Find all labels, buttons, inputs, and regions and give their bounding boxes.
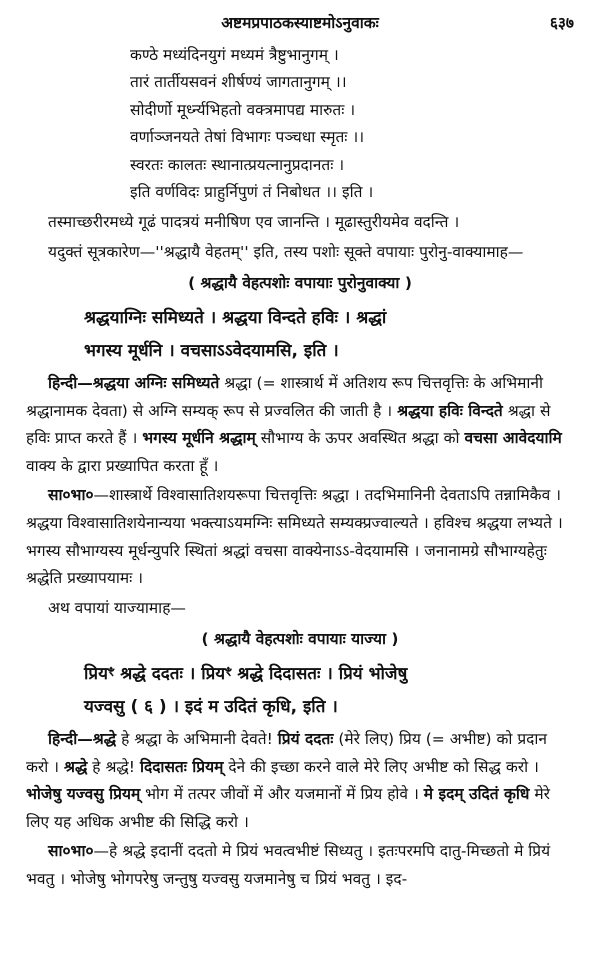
- section-1-title: ( श्रद्धायै वेहत्पशोः वपायाः पुरोनुवाक्या ): [188, 274, 412, 293]
- page-number: ६३७: [549, 14, 574, 32]
- bhashya-lead: सा०भा०: [48, 486, 94, 505]
- bold-term: मे इदम् उदितं कृधि: [423, 785, 530, 804]
- bold-term: भगस्य मूर्धनि श्रद्धाम्: [142, 429, 256, 448]
- verse-line: सोदीर्णो मूर्ध्न्यभिहतो वक्त्रमापद्य मारुतः ।: [130, 100, 356, 119]
- bold-term: दिदासतः प्रियम्: [139, 757, 224, 776]
- mantra-line: प्रियꣳ श्रद्धे ददतः । प्रियꣳ श्रद्धे दिदासतः । प्रियं भोजेषु: [84, 663, 408, 684]
- mantra-line: भगस्य मूर्धनि । वचसाऽऽवेदयामसि, इति ।: [84, 340, 339, 361]
- bhashya-lead: सा०भा०: [48, 842, 94, 861]
- mantra-line: यज्वसु ( ६ ) । इदं म उदितं कृधि, इति ।: [84, 696, 338, 717]
- mantra-line: श्रद्धयाग्निः समिध्यते । श्रद्धया विन्दते हविः । श्रद्धां: [84, 307, 387, 328]
- paragraph-1: तस्माच्छरीरमध्ये गूढं पादत्रयं मनीषिण एव जानन्ति । मूढास्तुरीयमेव वदन्ति ।: [48, 213, 460, 232]
- verse-line: तारं तार्तीयसवनं शीर्षण्यं जागतानुगम् ।।: [130, 73, 347, 92]
- paragraph-3: अथ वपायां याज्यामाह—: [48, 598, 186, 617]
- text-run: देने की इच्छा करने वाले मेरे लिए अभीष्ट को सिद्ध करो ।: [223, 757, 539, 776]
- bhashya-text: —हे श्रद्धे इदानीं ददतो मे प्रियं भवत्वभीष्टं सिध्यतु । इतःपरमपि दातु-मिच्छतो मे प्रियं भवतु । भोजेषु भोगपरेषु जन्तुषु यज्वसु यजमानेषु च प्रियं भवतु । इद-: [26, 842, 551, 889]
- mantra-2: [84, 658, 574, 724]
- bold-term: श्रद्धया हविः विन्दते: [397, 401, 503, 420]
- text-run: हे श्रद्धे!: [87, 757, 140, 776]
- verse-line: कण्ठे मध्यंदिनयुगं मध्यमं त्रैष्टुभानुगम् ।: [130, 45, 339, 64]
- text-run: श्रद्धा (= शास्त्रार्थ में अतिशय रूप चित्तवृत्तिः के अभिमानी श्रद्धानामक देवता) से अग्नि सम्यक् रूप से प्रज्वलित की जाती है ।: [26, 374, 544, 420]
- verse-line: वर्णाञ्जनयते तेषां विभागः पञ्चधा स्मृतः ।।: [130, 128, 365, 147]
- verse-line: स्वरतः कालतः स्थानात्प्रयत्नानुप्रदानतः ।: [130, 155, 345, 174]
- bold-term: भोजेषु यज्वसु प्रियम्: [26, 785, 141, 804]
- verse-line: इति वर्णविदः प्राहुर्निपुणं तं निबोधत ।। इति ।: [130, 183, 374, 202]
- section-2-title: ( श्रद्धायै वेहत्पशोः वपायाः याज्या ): [201, 630, 399, 649]
- text-run: वाक्य के द्वारा प्रख्यापित करता हूँ ।: [26, 456, 219, 475]
- text-run: मेरे लिए यह अधिक अभीष्ट की सिद्धि करो ।: [26, 785, 550, 831]
- text-run: सौभाग्य के ऊपर अवस्थित श्रद्धा को: [255, 429, 465, 448]
- hindi-lead: हिन्दी—श्रद्धे: [48, 730, 117, 749]
- paragraph-2: यदुक्तं सूत्रकारेण—''श्रद्धायै वेहतम्'' इति, तस्य पशोः सूक्ते वपायाः पुरोनु-वाक्यामाह—: [48, 242, 524, 261]
- text-run: (मेरे लिए) प्रिय (= अभीष्ट) को प्रदान करो ।: [26, 730, 548, 776]
- mantra-1: [84, 302, 574, 368]
- running-title: अष्टमप्रपाठकस्याष्टमोऽनुवाकः: [221, 14, 379, 32]
- bold-term: प्रियं ददतः: [277, 730, 334, 749]
- verse-block: [130, 42, 574, 207]
- page-header: [26, 10, 574, 38]
- bold-term: श्रद्धे: [64, 757, 88, 776]
- sayana-bhashya-2: [26, 838, 574, 893]
- hindi-translation-1: [26, 370, 574, 480]
- text-run: भोग में तत्पर जीवों में और यजमानों में प्रिय होवे ।: [140, 785, 424, 804]
- hindi-lead: हिन्दी—श्रद्धया अग्निः समिध्यते: [48, 374, 220, 393]
- bhashya-text: —शास्त्रार्थे विश्वासातिशयरूपा चित्तवृत्तिः श्रद्धा । तदभिमानिनी देवताऽपि तन्नामिकैव । श्रद्धया विश्वासातिशयेनान्यया भक्त्याऽयमग्निः समिध्यते सम्यक्प्रज्वाल्यते । हविश्च श्रद्धया लभ्यते । भगस्य सौभाग्यस्य मूर्धन्युपरि स्थितां श्रद्धां वचसा वाक्येनाऽऽ-वेदयामसि । जनानामग्रे सौभाग्यहेतुः श्रद्धेति प्रख्यापयामः ।: [26, 486, 563, 588]
- text-run: श्रद्धा से हविः प्राप्त करते हैं ।: [26, 401, 551, 448]
- sayana-bhashya-1: [26, 482, 574, 592]
- text-run: हे श्रद्धा के अभिमानी देवते!: [116, 730, 278, 749]
- bold-term: वचसा आवेदयामि: [464, 429, 562, 448]
- hindi-translation-2: [26, 726, 574, 836]
